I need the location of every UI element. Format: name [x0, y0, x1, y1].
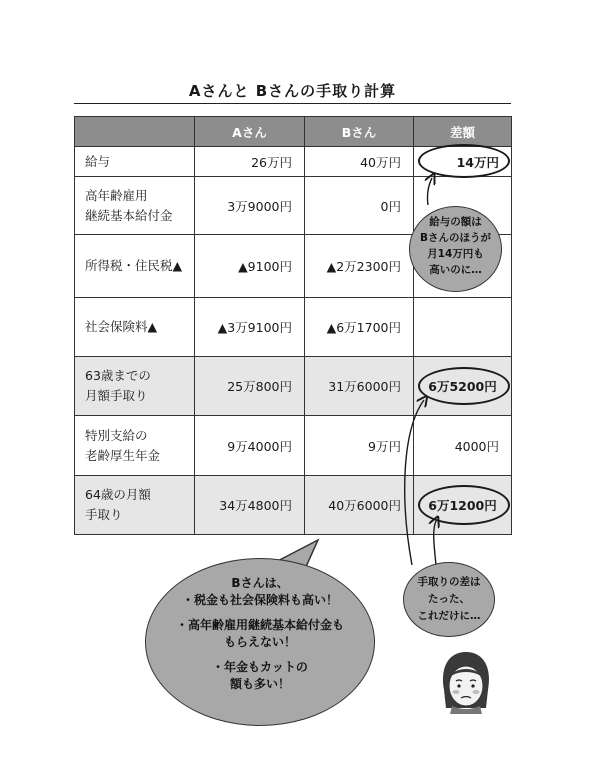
row-label-line: 手取り	[85, 507, 123, 522]
value-a: 25万800円	[195, 357, 305, 416]
value-a: 26万円	[195, 147, 305, 177]
value-b: ▲6万1700円	[305, 298, 414, 357]
row-label-line: 特別支給の	[85, 427, 148, 443]
row-label-line: 継続基本給付金	[85, 207, 173, 223]
row-label-line: 64歳の月額	[85, 487, 151, 502]
row-label-line: 給与	[85, 153, 111, 169]
value-b: 9万円	[305, 416, 414, 476]
bubble-line: 月14万円も	[427, 248, 484, 260]
value-a: 9万4000円	[195, 416, 305, 476]
value-diff: 4000円	[414, 416, 512, 476]
value-diff: 6万5200円	[414, 357, 512, 416]
bubble-line: Bさんのほうが	[419, 232, 491, 244]
bubble-line: 給与の額は	[429, 216, 482, 228]
b-summary-bubble	[145, 558, 375, 726]
value-a: 34万4800円	[195, 476, 305, 535]
row-label-line: 高年齢雇用	[85, 187, 148, 203]
value-b: 0円	[305, 177, 414, 235]
row-label-line: 所得税・住民税▲	[85, 258, 183, 273]
value-b: 40万6000円	[305, 476, 414, 535]
value-a: ▲3万9100円	[195, 298, 305, 357]
value-a: 3万9000円	[195, 177, 305, 235]
bubble-line: たった、	[428, 593, 470, 605]
header-diff: 差額	[414, 117, 512, 147]
page-title: Aさんと Bさんの手取り計算	[188, 82, 397, 100]
value-b: 40万円	[305, 147, 414, 177]
value-b: ▲2万2300円	[305, 235, 414, 298]
row-label-line: 月額手取り	[85, 388, 148, 403]
worried-woman-icon	[436, 648, 496, 714]
value-diff: 6万1200円	[414, 476, 512, 535]
value-b: 31万6000円	[305, 357, 414, 416]
header-b: Bさん	[305, 117, 414, 147]
bubble-line: ・年金もカットの	[212, 660, 308, 674]
bubble-line: Bさんは、	[231, 576, 289, 590]
bubble-line: ・高年齢雇用継続基本給付金も	[175, 618, 344, 632]
bubble-line: これだけに…	[417, 610, 481, 622]
row-label-line: 老齢厚生年金	[85, 447, 161, 463]
bubble-line: 額も多い！	[229, 677, 290, 691]
bubble-line: ・税金も社会保険料も高い！	[181, 593, 338, 607]
header-a: Aさん	[195, 117, 305, 147]
row-label-line: 社会保険料▲	[85, 319, 158, 334]
bubble-line: もらえない！	[223, 635, 296, 649]
bubble-line: 手取りの差は	[417, 576, 481, 588]
value-diff: 14万円	[414, 147, 512, 177]
bubble-line: 高いのに…	[429, 264, 482, 276]
row-label-line: 63歳までの	[85, 368, 151, 383]
value-a: ▲9100円	[195, 235, 305, 298]
